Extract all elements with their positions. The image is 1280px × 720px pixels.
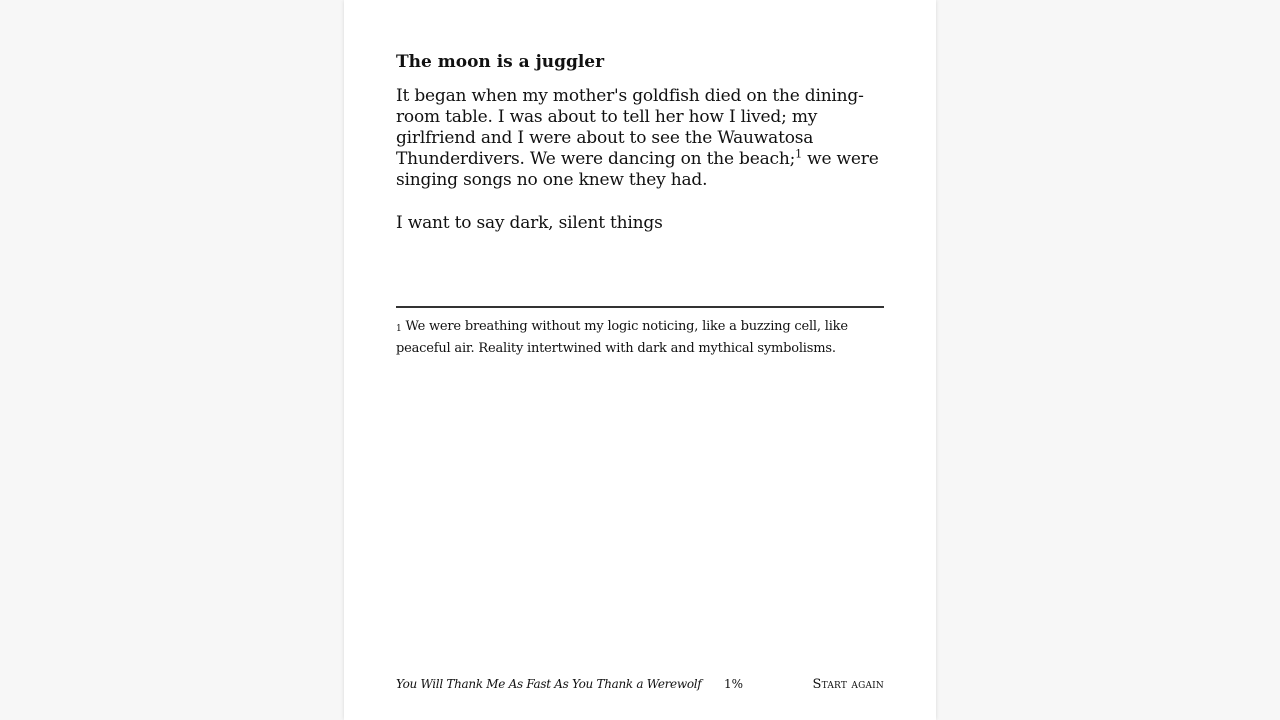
story-paragraph (396, 86, 884, 191)
section-heading: The moon is a juggler (396, 52, 605, 72)
book-title: You Will Thank Me As Fast As You Thank a Werewolf (396, 677, 702, 691)
start-again-button[interactable]: Start again (812, 677, 884, 692)
story-content (396, 50, 884, 256)
reader-footer (396, 676, 884, 696)
reader-page (344, 0, 936, 720)
footnote (396, 316, 884, 360)
footnote-divider (396, 306, 884, 308)
footnote-text: We were breathing without my logic noticing, like a buzzing cell, like peaceful air. Reality intertwined with dark and mythical symbolisms. (396, 319, 848, 356)
footnote-marker: 1 (396, 324, 402, 334)
footnote-reference[interactable]: 1 (795, 147, 802, 161)
reading-progress: 1% (724, 677, 744, 691)
paragraph-text-continued: we were singing songs no one knew they had. (396, 149, 879, 190)
paragraph-text: It began when my mother's goldfish died on the dining-room table. I was about to tell her how I lived; my girlfriend and I were about to see the Wauwatosa Thunderdivers. We were dancing on the beach; (396, 86, 864, 169)
story-paragraph-2: I want to say dark, silent things (396, 213, 663, 233)
